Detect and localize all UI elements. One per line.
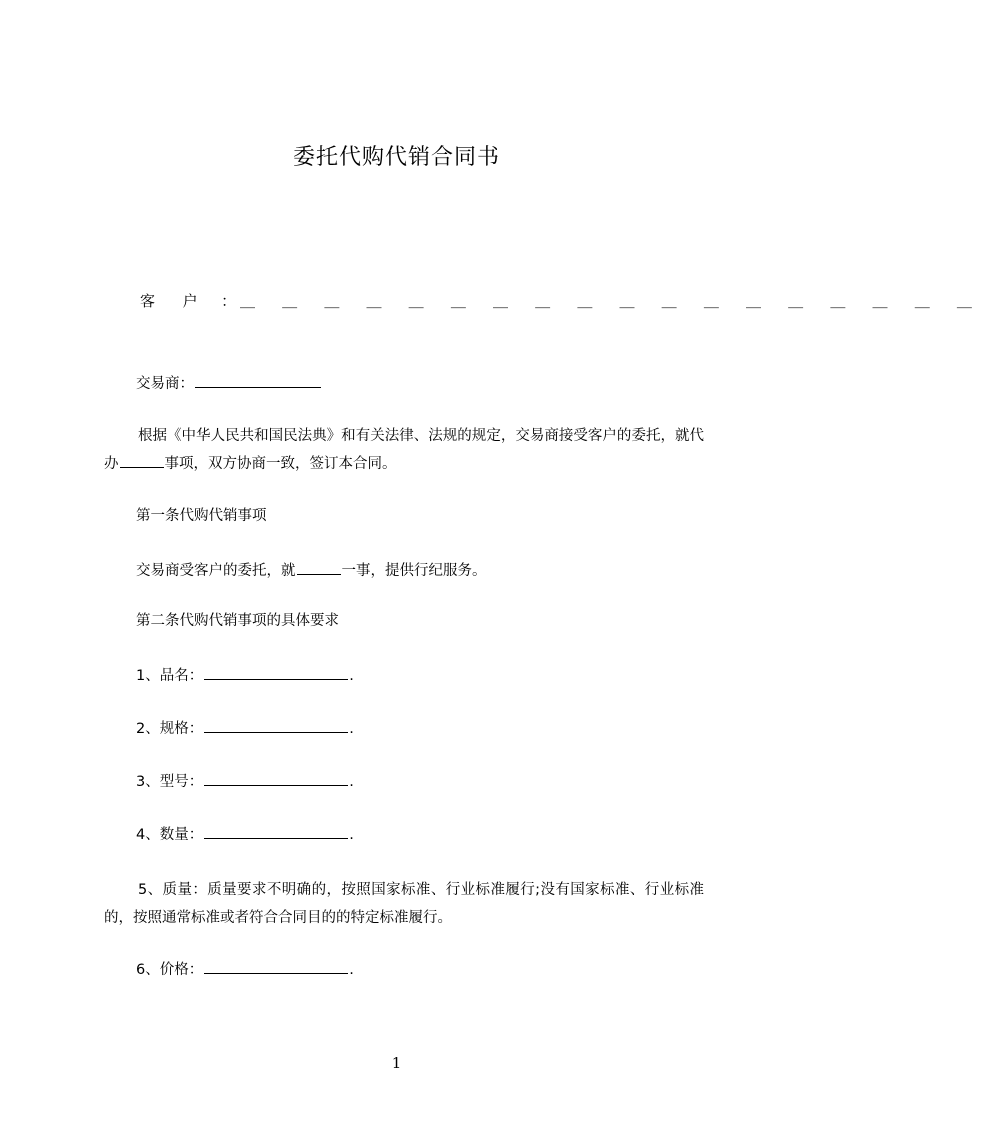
article1-text-b: 一事，提供行纪服务。 — [341, 563, 487, 579]
item-name-period: . — [349, 668, 354, 684]
article1-blank-field[interactable] — [297, 559, 341, 575]
client-label-char-1: 客 — [140, 292, 156, 310]
item-model-blank-field[interactable] — [204, 770, 348, 786]
item-spec-label: 2、规格： — [136, 721, 204, 737]
item-spec-line — [136, 717, 354, 739]
article1-text-a: 交易商受客户的委托，就 — [136, 563, 296, 579]
article2-title: 第二条代购代销事项的具体要求 — [136, 613, 339, 629]
item-name-label: 1、品名： — [136, 668, 204, 684]
intro-paragraph — [104, 422, 704, 478]
item-quantity-label: 4、数量： — [136, 827, 204, 843]
article1-line — [136, 559, 487, 581]
item-quantity-blank-field[interactable] — [204, 823, 348, 839]
dealer-blank-field[interactable] — [195, 372, 321, 388]
item-model-period: . — [349, 774, 354, 790]
item-price-period: . — [349, 962, 354, 978]
item-quantity-line — [136, 823, 354, 845]
item-price-line — [136, 958, 354, 980]
client-blank-field[interactable]: ＿ ＿ ＿ ＿ ＿ ＿ ＿ ＿ ＿ ＿ ＿ ＿ ＿ ＿ ＿ ＿ ＿ ＿ — [240, 292, 983, 310]
item-price-blank-field[interactable] — [204, 958, 348, 974]
item-name-line — [136, 664, 354, 686]
client-colon: ： — [221, 292, 237, 310]
article1-title: 第一条代购代销事项 — [136, 508, 267, 524]
dealer-label: 交易商： — [136, 376, 194, 392]
item-model-line — [136, 770, 354, 792]
intro-blank-field[interactable] — [120, 452, 164, 468]
client-label-char-2: 户 — [182, 292, 198, 310]
dealer-line — [136, 372, 322, 394]
client-label — [140, 290, 236, 311]
page-number: 1 — [391, 1054, 402, 1072]
item-model-label: 3、型号： — [136, 774, 204, 790]
item-price-label: 6、价格： — [136, 962, 204, 978]
intro-text-b: 事项，双方协商一致，签订本合同。 — [164, 456, 397, 472]
item-quality-paragraph: 5、质量：质量要求不明确的，按照国家标准、行业标准履行;没有国家标准、行业标准的，按照通常标准或者符合合同目的的特定标准履行。 — [104, 882, 704, 926]
item-name-blank-field[interactable] — [204, 664, 348, 680]
document-title: 委托代购代销合同书 — [292, 145, 500, 170]
item-spec-period: . — [349, 721, 354, 737]
intro-text-a: 根据《中华人民共和国民法典》和有关法律、法规的规定，交易商接受客户的委托，就代办 — [104, 428, 704, 472]
item-spec-blank-field[interactable] — [204, 717, 348, 733]
item-quantity-period: . — [349, 827, 354, 843]
